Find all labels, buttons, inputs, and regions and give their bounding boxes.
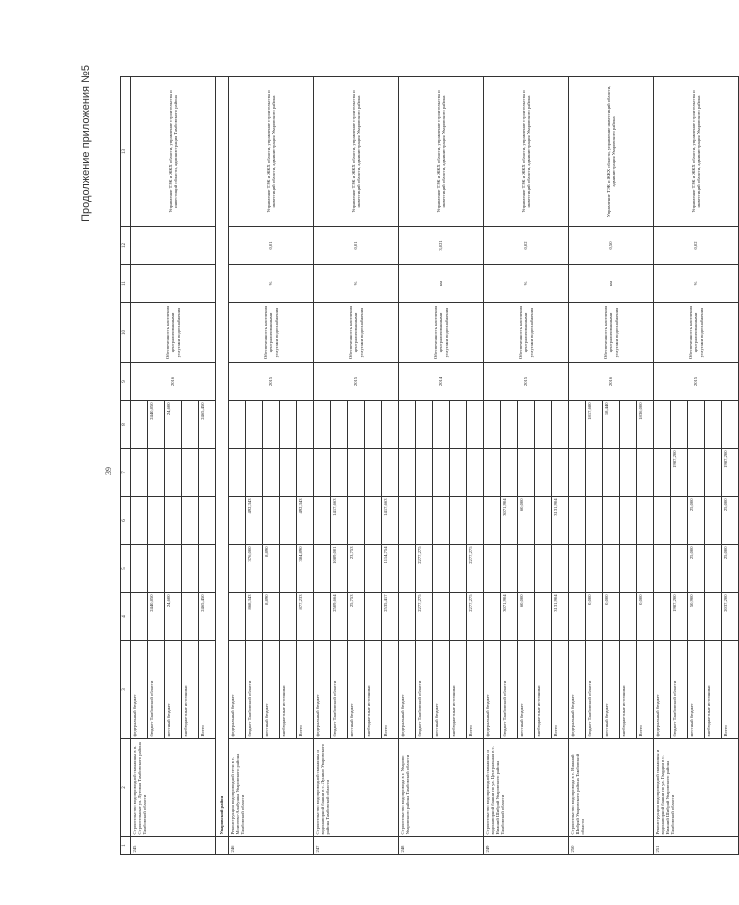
- funding-source: бюджет Тамбовской области: [501, 641, 518, 739]
- amount-cell: [654, 401, 671, 449]
- funding-source: федеральный бюджет: [314, 641, 331, 739]
- amount-cell: [348, 497, 365, 545]
- column-number: 8: [121, 401, 131, 449]
- table-row: [484, 77, 501, 855]
- amount-cell: [688, 449, 705, 497]
- amount-cell: [569, 449, 586, 497]
- amount-cell: 2465,450: [199, 401, 216, 449]
- column-number: 4: [121, 593, 131, 641]
- row-number: 251: [654, 837, 739, 855]
- amount-cell: [433, 449, 450, 497]
- amount-cell: [280, 593, 297, 641]
- indicator-cell: Обеспеченность населения централизованными услугами водоснабжения: [314, 303, 399, 363]
- year-cell: 2015: [229, 363, 314, 401]
- amount-cell: 3071,904: [501, 497, 518, 545]
- funding-source: местный бюджет: [518, 641, 535, 739]
- object-name: Строительство водопроводной скважины в п. Строительные ул. Луговая Тамбовского района Тамбовской области: [131, 739, 216, 837]
- value-cell: 0,02: [484, 227, 569, 265]
- value-cell: [131, 227, 216, 265]
- executor-cell: Управление ТЭК и ЖКХ области, управление строительства и инвестиций области, администрация Уваровского района: [399, 77, 484, 227]
- amount-cell: [199, 497, 216, 545]
- amount-cell: [501, 545, 518, 593]
- row-number: 246: [229, 837, 314, 855]
- column-number: 7: [121, 449, 131, 497]
- amount-cell: [433, 497, 450, 545]
- amount-cell: 1089,001: [331, 545, 348, 593]
- funding-source: внебюджетные источники: [535, 641, 552, 739]
- amount-cell: [280, 449, 297, 497]
- executor-cell: Управление ТЭК и ЖКХ области, управление строительства и инвестиций области, администрация Уваровского района: [484, 77, 569, 227]
- amount-cell: 2277,275: [416, 545, 433, 593]
- amount-cell: [705, 497, 722, 545]
- funding-source: внебюджетные источники: [705, 641, 722, 739]
- row-number: 247: [314, 837, 399, 855]
- amount-cell: [297, 449, 314, 497]
- table-row: [399, 77, 416, 855]
- amount-cell: [603, 545, 620, 593]
- amount-cell: [552, 449, 569, 497]
- funding-source: местный бюджет: [348, 641, 365, 739]
- amount-cell: [280, 545, 297, 593]
- amount-cell: 23,753: [348, 545, 365, 593]
- amount-cell: [518, 545, 535, 593]
- funding-source: федеральный бюджет: [131, 641, 148, 739]
- program-table: [120, 76, 739, 855]
- amount-cell: [399, 449, 416, 497]
- amount-cell: [148, 545, 165, 593]
- amount-cell: [569, 497, 586, 545]
- amount-cell: [518, 449, 535, 497]
- funding-source: бюджет Тамбовской области: [148, 641, 165, 739]
- funding-source: Всего: [552, 641, 569, 739]
- amount-cell: 877,233: [297, 593, 314, 641]
- amount-cell: [637, 497, 654, 545]
- amount-cell: [705, 545, 722, 593]
- amount-cell: [620, 401, 637, 449]
- column-number: 3: [121, 641, 131, 739]
- amount-cell: 25,000: [688, 545, 705, 593]
- amount-cell: 18,440: [603, 401, 620, 449]
- amount-cell: [263, 401, 280, 449]
- funding-source: Всего: [297, 641, 314, 739]
- row-number: 245: [131, 837, 216, 855]
- amount-cell: [229, 545, 246, 593]
- amount-cell: [603, 449, 620, 497]
- amount-cell: [199, 449, 216, 497]
- value-cell: 0,50: [569, 227, 654, 265]
- funding-source: внебюджетные источники: [450, 641, 467, 739]
- year-cell: 2015: [654, 363, 739, 401]
- indicator-cell: Обеспеченность населения централизованными услугами водоснабжения: [229, 303, 314, 363]
- section-blank: [216, 837, 229, 855]
- amount-cell: [382, 449, 399, 497]
- funding-source: федеральный бюджет: [229, 641, 246, 739]
- funding-source: местный бюджет: [603, 641, 620, 739]
- indicator-cell: Обеспеченность населения централизованными услугами водоснабжения: [569, 303, 654, 363]
- amount-cell: [518, 401, 535, 449]
- value-cell: 0,01: [229, 227, 314, 265]
- column-number: 10: [121, 303, 131, 363]
- amount-cell: [280, 401, 297, 449]
- amount-cell: [280, 497, 297, 545]
- amount-cell: [705, 401, 722, 449]
- amount-cell: [705, 449, 722, 497]
- amount-cell: 2465,450: [199, 593, 216, 641]
- funding-source: местный бюджет: [263, 641, 280, 739]
- amount-cell: 25,753: [348, 593, 365, 641]
- amount-cell: [148, 497, 165, 545]
- amount-cell: 1987,200: [671, 593, 688, 641]
- amount-cell: [654, 545, 671, 593]
- year-cell: 2015: [314, 363, 399, 401]
- amount-cell: 1417,663: [331, 497, 348, 545]
- amount-cell: [586, 449, 603, 497]
- rotated-sheet: [80, 65, 728, 855]
- amount-cell: [637, 545, 654, 593]
- amount-cell: [131, 401, 148, 449]
- amount-cell: 25,000: [722, 497, 739, 545]
- funding-source: бюджет Тамбовской области: [331, 641, 348, 739]
- amount-cell: [450, 593, 467, 641]
- indicator-cell: Обеспеченность населения централизованными услугами водоснабжения: [484, 303, 569, 363]
- amount-cell: [416, 449, 433, 497]
- funding-source: федеральный бюджет: [399, 641, 416, 739]
- amount-cell: [182, 545, 199, 593]
- column-number: 6: [121, 497, 131, 545]
- amount-cell: [148, 449, 165, 497]
- executor-cell: Управление ТЭК и ЖКХ области, управление строительства и инвестиций области, администрация Уваровского района: [229, 77, 314, 227]
- amount-cell: [569, 593, 586, 641]
- unit-cell: %: [229, 265, 314, 303]
- amount-cell: [467, 401, 484, 449]
- amount-cell: 24,600: [165, 401, 182, 449]
- table-row: [314, 77, 331, 855]
- amount-cell: [399, 401, 416, 449]
- funding-source: федеральный бюджет: [484, 641, 501, 739]
- amount-cell: 24,600: [165, 593, 182, 641]
- amount-cell: 1417,663: [382, 497, 399, 545]
- amount-cell: [552, 545, 569, 593]
- amount-cell: [637, 449, 654, 497]
- amount-cell: [433, 593, 450, 641]
- funding-source: Всего: [382, 641, 399, 739]
- amount-cell: [416, 497, 433, 545]
- amount-cell: [654, 593, 671, 641]
- amount-cell: [297, 401, 314, 449]
- amount-cell: [365, 593, 382, 641]
- amount-cell: 1987,200: [671, 449, 688, 497]
- amount-cell: [484, 449, 501, 497]
- amount-cell: [365, 545, 382, 593]
- amount-cell: [399, 497, 416, 545]
- amount-cell: [263, 497, 280, 545]
- amount-cell: [314, 545, 331, 593]
- amount-cell: [671, 545, 688, 593]
- amount-cell: [331, 449, 348, 497]
- amount-cell: [314, 497, 331, 545]
- funding-source: бюджет Тамбовской области: [586, 641, 603, 739]
- funding-source: федеральный бюджет: [569, 641, 586, 739]
- amount-cell: [399, 545, 416, 593]
- amount-cell: [131, 593, 148, 641]
- amount-cell: 2277,275: [467, 593, 484, 641]
- object-name: Строительство водопроводной скважины и водонапорной башни в с. Лунино Уваровского района Тамбовской области: [314, 739, 399, 837]
- executor-cell: Управление ТЭК и ЖКХ области, управление строительства и инвестиций области, администрация Тамбовского района: [131, 77, 216, 227]
- amount-cell: [688, 401, 705, 449]
- funding-source: бюджет Тамбовской области: [416, 641, 433, 739]
- amount-cell: [484, 545, 501, 593]
- column-number: 2: [121, 739, 131, 837]
- amount-cell: 2037,200: [722, 593, 739, 641]
- amount-cell: 1987,200: [722, 449, 739, 497]
- amount-cell: [182, 497, 199, 545]
- amount-cell: [131, 497, 148, 545]
- amount-cell: 8,890: [263, 545, 280, 593]
- table-row: [654, 77, 671, 855]
- amount-cell: 1836,000: [637, 401, 654, 449]
- amount-cell: [569, 545, 586, 593]
- amount-cell: [382, 401, 399, 449]
- column-number: 5: [121, 545, 131, 593]
- column-number: 9: [121, 363, 131, 401]
- amount-cell: [365, 497, 382, 545]
- amount-cell: [331, 401, 348, 449]
- amount-cell: [535, 497, 552, 545]
- amount-cell: 384,890: [297, 545, 314, 593]
- unit-cell: %: [484, 265, 569, 303]
- funding-source: бюджет Тамбовской области: [671, 641, 688, 739]
- amount-cell: 8,890: [263, 593, 280, 641]
- amount-cell: [263, 449, 280, 497]
- funding-source: Всего: [199, 641, 216, 739]
- funding-source: Всего: [637, 641, 654, 739]
- year-cell: 2016: [131, 363, 216, 401]
- amount-cell: [535, 593, 552, 641]
- amount-cell: [131, 545, 148, 593]
- table-row: [229, 77, 246, 855]
- funding-source: внебюджетные источники: [182, 641, 199, 739]
- funding-source: бюджет Тамбовской области: [246, 641, 263, 739]
- unit-cell: км: [399, 265, 484, 303]
- amount-cell: [484, 401, 501, 449]
- amount-cell: [229, 449, 246, 497]
- amount-cell: 492,343: [246, 497, 263, 545]
- amount-cell: [450, 401, 467, 449]
- amount-cell: [229, 401, 246, 449]
- value-cell: 0,02: [654, 227, 739, 265]
- funding-source: внебюджетные источники: [280, 641, 297, 739]
- unit-cell: %: [314, 265, 399, 303]
- indicator-cell: Обеспеченность населения централизованными услугами водоснабжения: [131, 303, 216, 363]
- amount-cell: [620, 449, 637, 497]
- row-number: 250: [569, 837, 654, 855]
- amount-cell: [314, 401, 331, 449]
- value-cell: 0,01: [314, 227, 399, 265]
- column-number: 12: [121, 227, 131, 265]
- table-row: [569, 77, 586, 855]
- amount-cell: [314, 449, 331, 497]
- funding-source: местный бюджет: [433, 641, 450, 739]
- unit-cell: %: [654, 265, 739, 303]
- amount-cell: [165, 449, 182, 497]
- row-number: 249: [484, 837, 569, 855]
- amount-cell: 2509,664: [331, 593, 348, 641]
- amount-cell: [246, 449, 263, 497]
- amount-cell: [450, 497, 467, 545]
- amount-cell: [654, 497, 671, 545]
- amount-cell: [569, 401, 586, 449]
- amount-cell: 1817,680: [586, 401, 603, 449]
- amount-cell: [229, 497, 246, 545]
- year-cell: 2014: [399, 363, 484, 401]
- amount-cell: [182, 449, 199, 497]
- row-number: 248: [399, 837, 484, 855]
- amount-cell: [450, 545, 467, 593]
- year-cell: 2016: [569, 363, 654, 401]
- amount-cell: [484, 497, 501, 545]
- amount-cell: [416, 401, 433, 449]
- object-name: Реконструкция водопроводной скважины и водонапорной башни по ул. Гвардии в с. Нижний Шибряй Уваровского района Тамбовской области: [654, 739, 739, 837]
- amount-cell: [501, 401, 518, 449]
- section-title: Уваровский район: [216, 77, 229, 837]
- value-cell: 3,021: [399, 227, 484, 265]
- amount-cell: [348, 449, 365, 497]
- amount-cell: [182, 401, 199, 449]
- amount-cell: 25,000: [688, 497, 705, 545]
- amount-cell: [365, 449, 382, 497]
- amount-cell: [199, 545, 216, 593]
- amount-cell: 2277,275: [467, 545, 484, 593]
- amount-cell: [399, 593, 416, 641]
- unit-cell: км: [569, 265, 654, 303]
- amount-cell: 1114,754: [382, 545, 399, 593]
- funding-source: внебюджетные источники: [620, 641, 637, 739]
- executor-cell: Управление ТЭК и ЖКХ области, управление строительства и инвестиций области, администрация Уваровского района: [654, 77, 739, 227]
- amount-cell: [467, 497, 484, 545]
- amount-cell: 3071,904: [501, 593, 518, 641]
- amount-cell: [433, 545, 450, 593]
- page-number: 39: [104, 467, 113, 475]
- column-number-row: [121, 77, 131, 855]
- indicator-cell: Обеспеченность населения централизованными услугами водоснабжения: [654, 303, 739, 363]
- column-number: 13: [121, 77, 131, 227]
- indicator-cell: Обеспеченность населения централизованными услугами водоснабжения: [399, 303, 484, 363]
- amount-cell: [246, 401, 263, 449]
- amount-cell: [535, 401, 552, 449]
- amount-cell: [131, 449, 148, 497]
- executor-cell: Управление ТЭК и ЖКХ области, управление строительства и инвестиций области, администрация Уваровского района: [314, 77, 399, 227]
- column-number: 11: [121, 265, 131, 303]
- amount-cell: [433, 401, 450, 449]
- amount-cell: 0,000: [603, 593, 620, 641]
- amount-cell: [450, 449, 467, 497]
- amount-cell: 492,343: [297, 497, 314, 545]
- appendix-title: Продолжение приложения №5: [80, 65, 92, 222]
- amount-cell: [552, 401, 569, 449]
- object-name: Строительство водопровода в с. Нижний Шибряй Уваровского района Тамбовской области: [569, 739, 654, 837]
- funding-source: внебюджетные источники: [365, 641, 382, 739]
- unit-cell: [131, 265, 216, 303]
- amount-cell: 50,900: [688, 593, 705, 641]
- executor-cell: Управление ТЭК и ЖКХ области, управление инвестиций области, администрация Уваровского района: [569, 77, 654, 227]
- object-name: Реконструкция водопроводной сети в с. Моисеево-Алабушка Уваровского района Тамбовской области: [229, 739, 314, 837]
- amount-cell: [467, 449, 484, 497]
- amount-cell: 2277,275: [416, 593, 433, 641]
- amount-cell: 3131,904: [552, 497, 569, 545]
- amount-cell: 2440,850: [148, 593, 165, 641]
- funding-source: федеральный бюджет: [654, 641, 671, 739]
- funding-source: Всего: [722, 641, 739, 739]
- amount-cell: [348, 401, 365, 449]
- amount-cell: [501, 449, 518, 497]
- amount-cell: 0,000: [586, 593, 603, 641]
- amount-cell: 2535,417: [382, 593, 399, 641]
- amount-cell: 0,000: [637, 593, 654, 641]
- amount-cell: [671, 497, 688, 545]
- funding-source: местный бюджет: [688, 641, 705, 739]
- amount-cell: [603, 497, 620, 545]
- amount-cell: [586, 497, 603, 545]
- amount-cell: [365, 401, 382, 449]
- amount-cell: [620, 593, 637, 641]
- amount-cell: 60,000: [518, 497, 535, 545]
- amount-cell: [671, 401, 688, 449]
- funding-source: местный бюджет: [165, 641, 182, 739]
- amount-cell: [165, 497, 182, 545]
- amount-cell: 868,343: [246, 593, 263, 641]
- amount-cell: 376,000: [246, 545, 263, 593]
- column-number: 1: [121, 837, 131, 855]
- funding-source: Всего: [467, 641, 484, 739]
- amount-cell: [705, 593, 722, 641]
- amount-cell: [314, 593, 331, 641]
- amount-cell: [484, 593, 501, 641]
- amount-cell: [165, 545, 182, 593]
- amount-cell: 3131,904: [552, 593, 569, 641]
- amount-cell: [722, 401, 739, 449]
- amount-cell: 2440,850: [148, 401, 165, 449]
- amount-cell: [229, 593, 246, 641]
- amount-cell: [182, 593, 199, 641]
- year-cell: 2015: [484, 363, 569, 401]
- amount-cell: [620, 497, 637, 545]
- amount-cell: 25,000: [722, 545, 739, 593]
- section-row: [216, 77, 229, 855]
- table-row: [131, 77, 148, 855]
- amount-cell: [620, 545, 637, 593]
- amount-cell: 60,000: [518, 593, 535, 641]
- amount-cell: [535, 449, 552, 497]
- object-name: Строительство водопровода в г. Уварово Уваровского района Тамбовской области: [399, 739, 484, 837]
- amount-cell: [654, 449, 671, 497]
- amount-cell: [586, 545, 603, 593]
- object-name: Строительство водопроводной скважины и водонапорной башни по ул. Центральная в с. Нижний Шибряй Уваровского района Тамбовской области: [484, 739, 569, 837]
- amount-cell: [535, 545, 552, 593]
